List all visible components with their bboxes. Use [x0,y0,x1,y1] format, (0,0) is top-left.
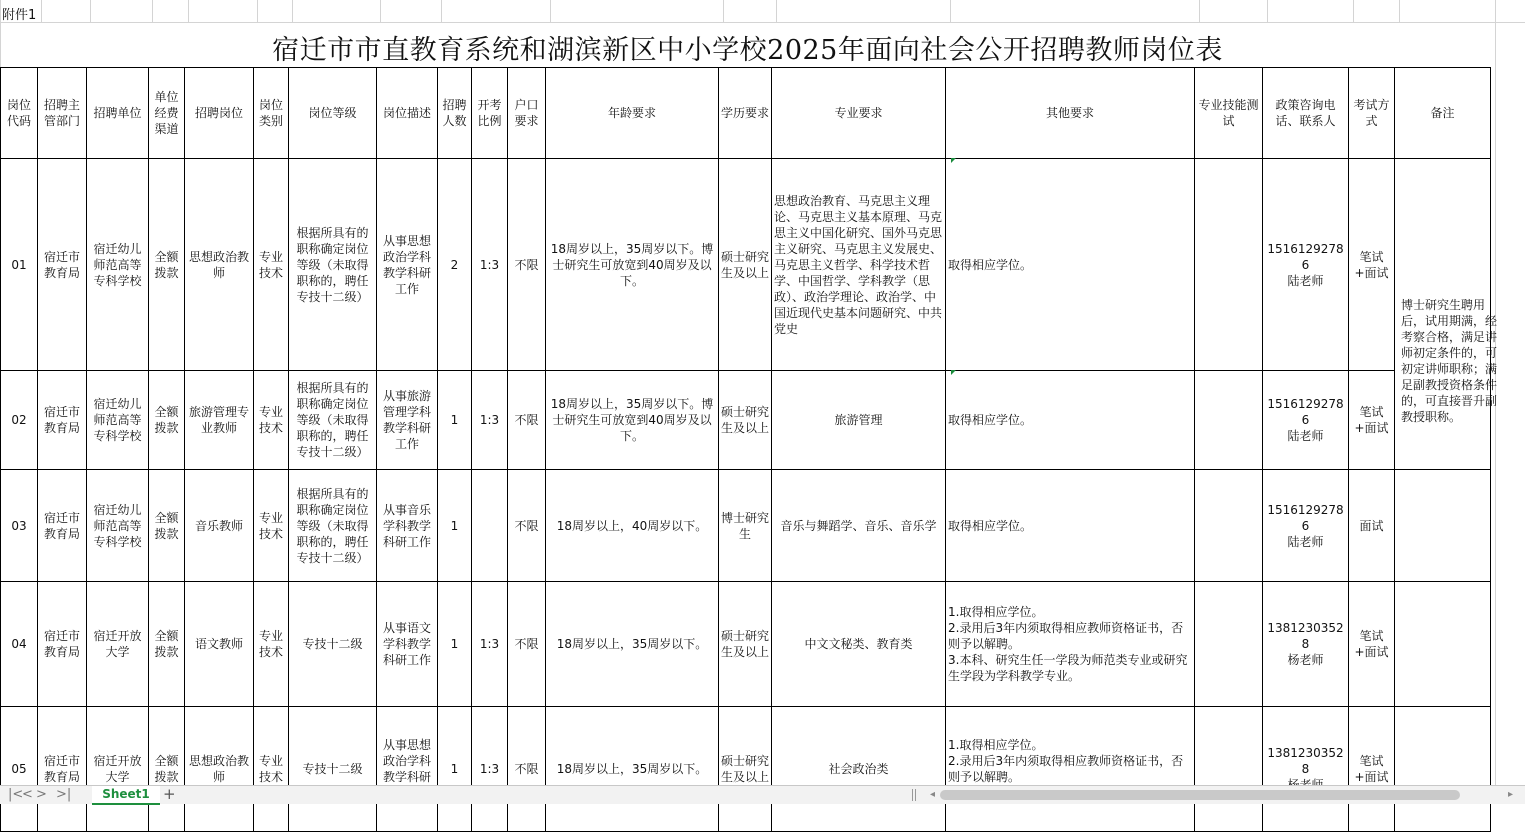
contact-phone: 15161292786 [1267,502,1344,533]
cell-num[interactable]: 1 [438,707,472,832]
cell-desc[interactable]: 从事音乐学科教学科研工作 [377,470,438,582]
cell-ratio[interactable] [472,470,508,582]
sheet-tab-sheet1[interactable]: Sheet1 [92,786,160,805]
cell-ratio[interactable]: 1:3 [472,159,508,371]
gridline [1353,0,1354,22]
sheet-tab-bar [0,785,1525,804]
cell-age[interactable]: 18周岁以上，35周岁以下。 [546,582,719,707]
cell-contact[interactable] [1263,470,1349,582]
prev-sheet-icon[interactable]: < [22,787,33,802]
header-edu[interactable]: 学历要求 [719,68,772,159]
cell-skill[interactable] [1195,707,1263,832]
annex-label: 附件1 [2,8,37,23]
cell-post[interactable]: 语文教师 [185,582,254,707]
cell-major[interactable]: 旅游管理 [772,371,946,470]
cell-exam[interactable]: 笔试+面试 [1349,582,1395,707]
cell-age[interactable]: 18周岁以上，35周岁以下。博士研究生可放宽到40周岁及以下。 [546,371,719,470]
first-sheet-icon[interactable]: |< [8,787,24,802]
cell-hukou[interactable]: 不限 [508,707,546,832]
gridline [1199,0,1200,22]
cell-other[interactable]: 取得相应学位。 [946,159,1195,371]
cell-ptype[interactable]: 专业技术 [254,159,289,371]
cell-num[interactable]: 2 [438,159,472,371]
cell-skill[interactable] [1195,470,1263,582]
cell-major[interactable]: 社会政治类 [772,707,946,832]
cell-dept[interactable]: 宿迁市教育局 [38,159,87,371]
cell-num[interactable]: 1 [438,371,472,470]
header-major[interactable]: 专业要求 [772,68,946,159]
contact-name: 陆老师 [1287,273,1324,288]
cell-ptype[interactable]: 专业技术 [254,707,289,832]
cell-other[interactable]: 取得相应学位。 [946,371,1195,470]
cell-other[interactable]: 取得相应学位。 [946,470,1195,582]
cell-major[interactable]: 中文文秘类、教育类 [772,582,946,707]
page-title: 宿迁市市直教育系统和湖滨新区中小学校2025年面向社会公开招聘教师岗位表 [272,35,1223,66]
cell-skill[interactable] [1195,582,1263,707]
header-remark[interactable]: 备注 [1395,68,1491,159]
contact-name: 陆老师 [1287,534,1324,549]
cell-grade[interactable]: 专技十二级 [289,707,377,832]
header-age[interactable]: 年龄要求 [546,68,719,159]
cell-skill[interactable] [1195,159,1263,371]
cell-post[interactable]: 思想政治教师 [185,707,254,832]
comment-indicator-icon [951,370,956,375]
last-sheet-icon[interactable]: >| [56,787,72,802]
header-contact[interactable]: 政策咨询电话、联系人 [1263,68,1349,159]
gridline [950,0,951,22]
cell-num[interactable]: 1 [438,470,472,582]
cell-desc[interactable]: 从事旅游管理学科教学科研工作 [377,371,438,470]
cell-hukou[interactable]: 不限 [508,582,546,707]
gridline [723,0,724,22]
cell-hukou[interactable]: 不限 [508,159,546,371]
cell-grade[interactable]: 根据所具有的职称确定岗位等级（未取得职称的，聘任专技十二级） [289,159,377,371]
cell-desc[interactable]: 从事语文学科教学科研工作 [377,582,438,707]
cell-code[interactable]: 04 [1,582,38,707]
cell-edu[interactable]: 硕士研究生及以上 [719,159,772,371]
cell-unit[interactable]: 宿迁幼儿师范高等专科学校 [87,159,149,371]
gridline [776,0,777,22]
scrollbar-thumb[interactable] [940,790,1460,800]
comment-indicator-icon [951,158,956,163]
cell-exam[interactable]: 面试 [1349,470,1395,582]
cell-other[interactable] [946,707,1195,832]
horizontal-scrollbar[interactable] [940,790,1500,800]
recruitment-table [0,67,1491,832]
cell-desc[interactable]: 从事思想政治学科教学科研 [377,707,438,832]
cell-unit[interactable]: 宿迁开放大学 [87,707,149,832]
scroll-left-icon[interactable]: ◂ [930,789,936,800]
header-post[interactable]: 招聘岗位 [185,68,254,159]
cell-fund[interactable]: 全额拨款 [149,707,185,832]
header-exam[interactable]: 考试方式 [1349,68,1395,159]
cell-ptype[interactable]: 专业技术 [254,371,289,470]
cell-dept[interactable]: 宿迁市教育局 [38,470,87,582]
gridline [257,0,258,22]
gridline [152,0,153,22]
cell-unit[interactable]: 宿迁幼儿师范高等专科学校 [87,371,149,470]
cell-fund[interactable]: 全额拨款 [149,470,185,582]
cell-dept[interactable]: 宿迁市教育局 [38,707,87,832]
cell-edu[interactable]: 博士研究生 [719,470,772,582]
other-line: 3.本科、研究生任一学段为师范类专业或研究生学段为学科教学专业。 [948,653,1188,683]
cell-contact[interactable] [1263,159,1349,371]
gridline [188,0,189,22]
cell-age[interactable]: 18周岁以上，40周岁以下。 [546,470,719,582]
gridline [380,0,381,22]
cell-remark[interactable] [1395,707,1491,832]
cell-dept[interactable]: 宿迁市教育局 [38,371,87,470]
cell-ptype[interactable]: 专业技术 [254,470,289,582]
cell-unit[interactable]: 宿迁幼儿师范高等专科学校 [87,470,149,582]
cell-grade[interactable]: 根据所具有的职称确定岗位等级（未取得职称的，聘任专技十二级） [289,371,377,470]
header-skill[interactable]: 专业技能测试 [1195,68,1263,159]
cell-post[interactable]: 旅游管理专业教师 [185,371,254,470]
cell-edu[interactable]: 硕士研究生及以上 [719,582,772,707]
cell-dept[interactable]: 宿迁市教育局 [38,582,87,707]
other-line: 2.录用后3年内须取得相应教师资格证书，否则予以解聘。 [948,621,1184,651]
cell-ptype[interactable]: 专业技术 [254,582,289,707]
cell-exam[interactable]: 笔试+面试 [1349,707,1395,832]
cell-remark[interactable] [1395,470,1491,582]
header-num[interactable]: 招聘人数 [438,68,472,159]
cell-num[interactable]: 1 [438,582,472,707]
gridline [1399,0,1400,22]
contact-phone: 13812303528 [1267,621,1344,651]
contact-phone: 13812303528 [1267,746,1344,776]
header-desc[interactable]: 岗位描述 [377,68,438,159]
cell-hukou[interactable]: 不限 [508,470,546,582]
contact-phone: 15161292786 [1267,397,1344,427]
remark-merged-text: 博士研究生聘用后，试用期满，经考察合格，满足讲师初定条件的，可初定讲师职称；满足副教授资格条件的，可直接晋升副教授职称。 [1401,298,1498,424]
cell-edu[interactable]: 硕士研究生及以上 [719,707,772,832]
header-grade[interactable]: 岗位等级 [289,68,377,159]
cell-age[interactable]: 18周岁以上，35周岁以下。博士研究生可放宽到40周岁及以下。 [546,159,719,371]
table-row [1,159,1491,371]
cell-unit[interactable]: 宿迁开放大学 [87,582,149,707]
table-row [1,371,1491,470]
cell-contact[interactable] [1263,707,1349,832]
cell-ratio[interactable]: 1:3 [472,707,508,832]
header-dept[interactable]: 招聘主管部门 [38,68,87,159]
cell-fund[interactable]: 全额拨款 [149,159,185,371]
cell-skill[interactable] [1195,371,1263,470]
cell-grade[interactable]: 根据所具有的职称确定岗位等级（未取得职称的，聘任专技十二级） [289,470,377,582]
other-line: 1.取得相应学位。 [948,605,1044,619]
contact-phone: 15161292786 [1267,241,1344,272]
split-handle[interactable] [912,789,916,801]
add-sheet-icon[interactable]: + [163,785,176,803]
header-ptype[interactable]: 岗位类别 [254,68,289,159]
cell-post[interactable]: 音乐教师 [185,470,254,582]
cell-desc[interactable]: 从事思想政治学科教学科研工作 [377,159,438,371]
cell-hukou[interactable]: 不限 [508,371,546,470]
cell-major[interactable]: 思想政治教育、马克思主义理论、马克思主义基本原理、马克思主义中国化研究、国外马克思主义研究、马克思主义发展史、马克思主义哲学、科学技术哲学、中国哲学、学科教学（思政）、政治学理论、政治学、中国近现代史基本问题研究、中共党史 [772,159,946,371]
other-line: 1.取得相应学位。 [948,738,1044,752]
cell-code[interactable]: 03 [1,470,38,582]
cell-fund[interactable]: 全额拨款 [149,582,185,707]
cell-remark[interactable] [1395,582,1491,707]
cell-contact[interactable] [1263,582,1349,707]
gridline [550,0,551,22]
cell-code[interactable]: 02 [1,371,38,470]
header-hukou[interactable]: 户口要求 [508,68,546,159]
cell-code[interactable]: 05 [1,707,38,832]
table-row [1,470,1491,582]
other-line: 2.录用后3年内须取得相应教师资格证书，否则予以解聘。 [948,754,1184,784]
contact-name: 陆老师 [1287,429,1324,443]
gridline [90,0,91,22]
gridline [41,0,42,22]
header-code[interactable]: 岗位代码 [1,68,38,159]
cell-ratio[interactable]: 1:3 [472,371,508,470]
cell-edu[interactable]: 硕士研究生及以上 [719,371,772,470]
cell-major[interactable]: 音乐与舞蹈学、音乐、音乐学 [772,470,946,582]
gridline [292,0,293,22]
scroll-right-icon[interactable]: ▸ [1508,789,1514,800]
gridline [0,22,1525,23]
header-row [1,68,1491,159]
cell-fund[interactable]: 全额拨款 [149,371,185,470]
contact-name: 杨老师 [1287,653,1324,667]
header-ratio[interactable]: 开考比例 [472,68,508,159]
header-fund[interactable]: 单位经费渠道 [149,68,185,159]
cell-grade[interactable]: 专技十二级 [289,582,377,707]
cell-ratio[interactable]: 1:3 [472,582,508,707]
cell-age[interactable]: 18周岁以上，35周岁以下。 [546,707,719,832]
next-sheet-icon[interactable]: > [36,787,47,802]
table-row [1,582,1491,707]
gridline [1267,0,1268,22]
header-other[interactable]: 其他要求 [946,68,1195,159]
cell-exam[interactable]: 笔试+面试 [1349,371,1395,470]
cell-contact[interactable] [1263,371,1349,470]
cell-code[interactable]: 01 [1,159,38,371]
cell-other[interactable] [946,582,1195,707]
header-unit[interactable]: 招聘单位 [87,68,149,159]
table-row [1,707,1491,832]
cell-post[interactable]: 思想政治教师 [185,159,254,371]
cell-exam[interactable]: 笔试+面试 [1349,159,1395,371]
gridline [441,0,442,22]
